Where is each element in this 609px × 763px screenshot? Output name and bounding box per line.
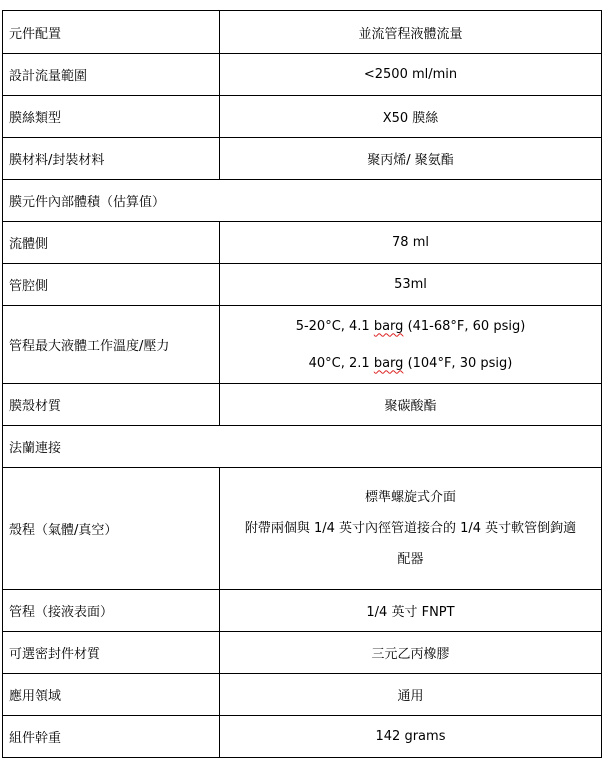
table-row — [3, 54, 602, 96]
value-line — [220, 356, 601, 371]
table-row — [3, 716, 602, 758]
row-value: 並流管程液體流量 — [220, 11, 602, 54]
table-row — [3, 590, 602, 632]
row-label: 應用領域 — [3, 674, 220, 716]
value-line: 配器 — [397, 552, 424, 567]
row-value: 聚碳酸酯 — [220, 384, 602, 426]
row-label: 設計流量範圍 — [3, 54, 220, 96]
value-text: (104°F, 30 psig) — [403, 355, 513, 371]
row-label: 膜絲類型 — [3, 96, 220, 138]
table-row — [3, 222, 602, 264]
table-row — [3, 468, 602, 590]
row-label: 元件配置 — [3, 11, 220, 54]
row-label: 管腔側 — [3, 264, 220, 306]
row-label: 可選密封件材質 — [3, 632, 220, 674]
table-row — [3, 426, 602, 468]
row-label: 管程（接液表面） — [3, 590, 220, 632]
table-row — [3, 11, 602, 54]
value-line: 附帶兩個與 1/4 英寸內徑管道接合的 1/4 英寸軟管倒鉤適 — [244, 521, 577, 536]
table-row — [3, 96, 602, 138]
row-label: 組件幹重 — [3, 716, 220, 758]
section-label: 膜元件內部體積（估算值） — [3, 180, 602, 222]
row-label: 管程最大液體工作溫度/壓力 — [3, 306, 220, 384]
row-label: 膜材料/封裝材料 — [3, 138, 220, 180]
table-row — [3, 306, 602, 384]
row-value: 三元乙丙橡膠 — [220, 632, 602, 674]
row-value: 53ml — [220, 264, 602, 306]
value-line: 標準螺旋式介面 — [364, 490, 456, 505]
value-text: (41-68°F, 60 psig) — [403, 318, 526, 334]
row-label: 殼程（氣體/真空） — [3, 468, 220, 590]
row-value: 聚丙烯/ 聚氨酯 — [220, 138, 602, 180]
value-line — [220, 319, 601, 334]
row-label: 流體側 — [3, 222, 220, 264]
row-value — [220, 306, 602, 384]
value-text: 40°C, 2.1 — [308, 355, 374, 371]
row-label: 膜殼材質 — [3, 384, 220, 426]
table-row — [3, 180, 602, 222]
section-label: 法蘭連接 — [3, 426, 602, 468]
row-value: <2500 ml/min — [220, 54, 602, 96]
table-row — [3, 632, 602, 674]
table-row — [3, 264, 602, 306]
spellcheck-mark: barg — [373, 318, 404, 334]
spec-table — [2, 10, 602, 758]
table-row — [3, 674, 602, 716]
row-value: 1/4 英寸 FNPT — [220, 590, 602, 632]
row-value: 通用 — [220, 674, 602, 716]
table-row — [3, 384, 602, 426]
row-value — [220, 468, 602, 590]
row-value: 142 grams — [220, 716, 602, 758]
spellcheck-mark: barg — [373, 355, 404, 371]
table-row — [3, 138, 602, 180]
row-value: 78 ml — [220, 222, 602, 264]
value-text: 5-20°C, 4.1 — [295, 318, 374, 334]
row-value: X50 膜絲 — [220, 96, 602, 138]
